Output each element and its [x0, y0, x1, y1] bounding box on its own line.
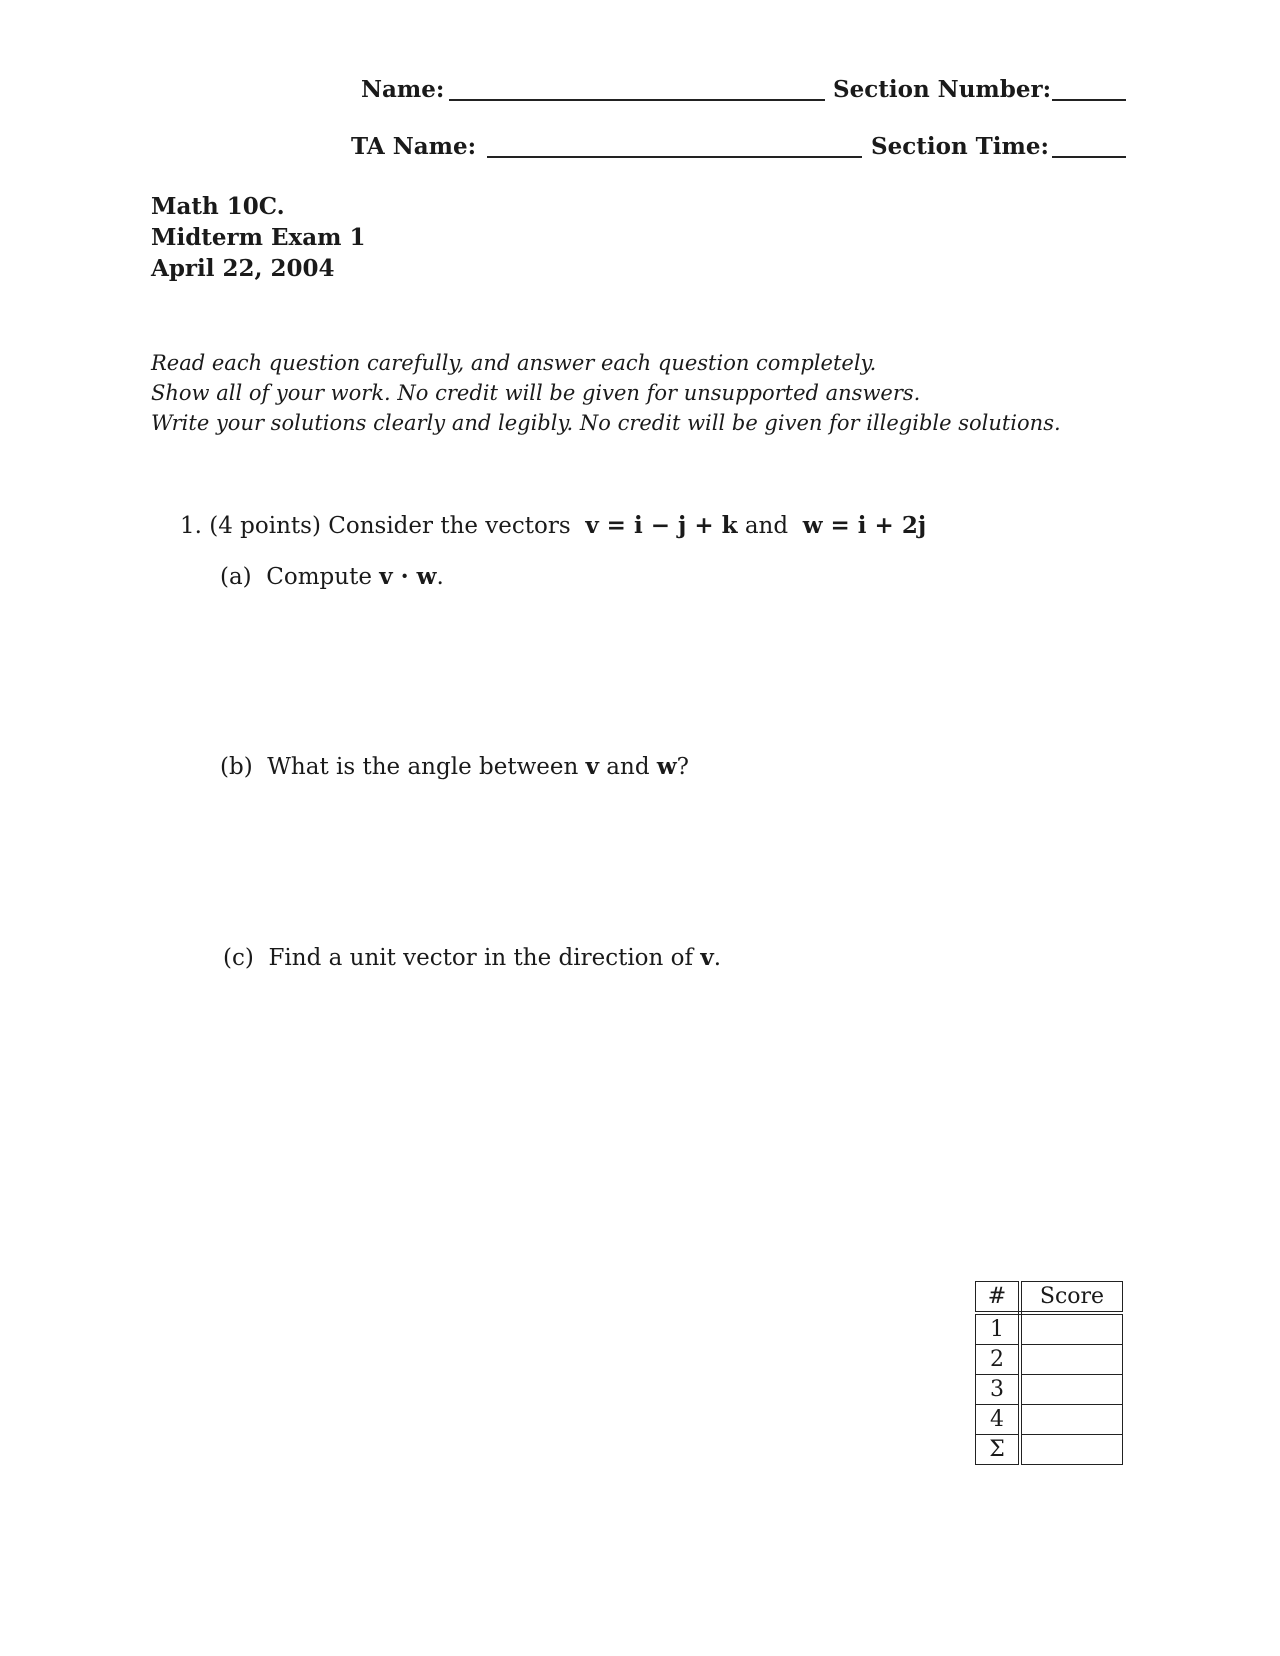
exam-date: April 22, 2004	[151, 255, 335, 282]
row-number: 3	[976, 1375, 1021, 1405]
part-text: Compute	[266, 564, 380, 590]
instruction-line: Show all of your work. No credit will be given for unsupported answers.	[151, 381, 921, 405]
table-row	[976, 1435, 1123, 1465]
section-time-field-line[interactable]	[1052, 156, 1126, 158]
part-text: Find a unit vector in the direction of	[268, 945, 701, 971]
section-time-label: Section Time:	[871, 133, 1049, 160]
table-row	[976, 1405, 1123, 1435]
course-info	[151, 191, 366, 284]
question-prompt: Consider the vectors	[328, 513, 571, 539]
question-1a	[220, 563, 444, 590]
part-punct: .	[436, 564, 444, 590]
row-total-symbol: Σ	[976, 1435, 1021, 1465]
question-1	[180, 512, 926, 539]
vector-w-definition: w = i + 2j	[802, 512, 927, 539]
row-number: 2	[976, 1345, 1021, 1375]
part-label: (a)	[220, 564, 252, 590]
ta-name-field-line[interactable]	[487, 156, 862, 158]
score-table	[975, 1281, 1123, 1465]
conjunction: and	[744, 513, 789, 539]
part-math-2: w	[656, 753, 677, 780]
header-score: Score	[1020, 1282, 1123, 1314]
ta-name-label: TA Name:	[351, 133, 477, 160]
part-label: (c)	[223, 945, 254, 971]
section-number-field-line[interactable]	[1052, 99, 1126, 101]
part-math: v	[700, 944, 714, 971]
part-math: v · w	[379, 563, 437, 590]
name-label: Name:	[361, 76, 445, 103]
score-cell[interactable]	[1020, 1375, 1123, 1405]
row-number: 1	[976, 1313, 1021, 1345]
part-math: v	[585, 753, 599, 780]
question-number: 1.	[180, 513, 202, 539]
question-1c	[223, 944, 721, 971]
header-number: #	[976, 1282, 1021, 1314]
question-points: (4 points)	[209, 513, 321, 539]
section-number-label: Section Number:	[833, 76, 1052, 103]
name-field-line[interactable]	[449, 99, 825, 101]
instruction-line: Read each question carefully, and answer each question completely.	[151, 351, 877, 375]
vector-v-definition: v = i − j + k	[585, 512, 738, 539]
part-label: (b)	[220, 754, 253, 780]
instructions	[151, 348, 1061, 438]
exam-title: Midterm Exam 1	[151, 224, 366, 251]
question-1b	[220, 753, 689, 780]
table-row	[976, 1375, 1123, 1405]
part-text-mid: and	[598, 754, 657, 780]
row-number: 4	[976, 1405, 1021, 1435]
part-punct: .	[713, 945, 722, 971]
score-cell[interactable]	[1020, 1345, 1123, 1375]
table-row	[976, 1345, 1123, 1375]
instruction-line: Write your solutions clearly and legibly. No credit will be given for illegible solutions.	[151, 411, 1061, 435]
course-title: Math 10C.	[151, 193, 285, 220]
score-table-header	[976, 1282, 1123, 1314]
total-score-cell[interactable]	[1020, 1435, 1123, 1465]
part-text: What is the angle between	[267, 754, 586, 780]
score-cell[interactable]	[1020, 1405, 1123, 1435]
part-punct: ?	[676, 754, 690, 780]
score-cell[interactable]	[1020, 1313, 1123, 1345]
table-row	[976, 1313, 1123, 1345]
